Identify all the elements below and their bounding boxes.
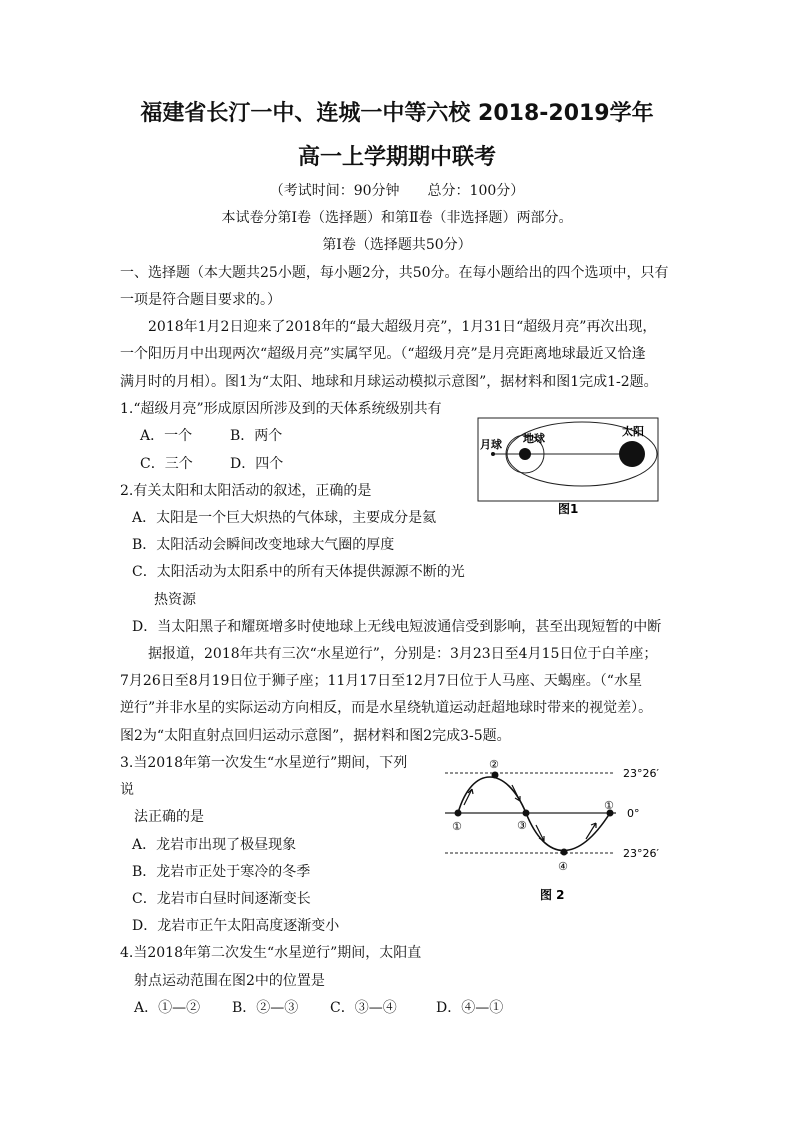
q3-stem-cont1: 说 [120, 782, 134, 798]
exam-info: （考试时间：90分钟 总分：100分） [269, 183, 525, 199]
section-instruction-line1: 一、选择题（本大题共25小题，每小题2分，共50分。在每小题给出的四个选项中，只有 [120, 265, 669, 281]
earth-icon [519, 448, 531, 460]
material1-line1: 2018年1月2日迎来了2018年的“最大超级月亮”，1月31日“超级月亮”再次出现， [148, 319, 657, 335]
q3-stem: 3.当2018年第一次发生“水星逆行”期间，下列 [120, 755, 408, 771]
figure1-sun-earth-moon-diagram [470, 412, 670, 520]
q1-option-c: C．三个 [140, 456, 193, 472]
earth-label: 地球 [523, 432, 545, 445]
q1-stem: 1.“超级月亮”形成原因所涉及到的天体系统级别共有 [120, 401, 442, 417]
q4-stem-cont: 射点运动范围在图2中的位置是 [134, 973, 325, 989]
q4-option-c: C．③—④ [330, 1000, 397, 1016]
figure2-subsolar-point-diagram [440, 755, 700, 910]
q2-option-b: B．太阳活动会瞬间改变地球大气圈的厚度 [132, 537, 395, 553]
figure2-caption: 图 2 [540, 888, 565, 902]
point-2-dot [492, 772, 499, 779]
material1-line2: 一个阳历月中出现两次“超级月亮”实属罕见。（“超级月亮”是月亮距离地球最近又恰逢 [120, 346, 646, 362]
section-instruction-line2: 一项是符合题目要求的。） [120, 292, 281, 308]
q3-option-a: A．龙岩市出现了极昼现象 [132, 837, 297, 853]
figure1-caption: 图1 [558, 502, 579, 516]
point-4-label: ④ [558, 860, 568, 873]
q1-option-d: D．四个 [230, 456, 284, 472]
q2-option-d: D．当太阳黑子和耀斑增多时使地球上无线电短波通信受到影响，甚至出现短暂的中断 [132, 619, 662, 635]
paper-structure: 本试卷分第Ⅰ卷（选择题）和第Ⅱ卷（非选择题）两部分。 [221, 210, 573, 226]
material2-line4: 图2为“太阳直射点回归运动示意图”，据材料和图2完成3-5题。 [120, 728, 511, 744]
subsolar-path [458, 777, 610, 851]
material1-line3: 满月时的月相）。图1为“太阳、地球和月球运动模拟示意图”，据材料和图1完成1-2题。 [120, 374, 658, 390]
q1-option-b: B．两个 [230, 428, 283, 444]
point-3-label: ③ [517, 819, 527, 832]
material2-line3: 逆行”并非水星的实际运动方向相反，而是水星绕轨道运动赶超地球时带来的视觉差）。 [120, 700, 653, 716]
point-1-label: ① [452, 820, 462, 833]
moon-label: 月球 [480, 438, 502, 451]
q4-stem: 4.当2018年第二次发生“水星逆行”期间，太阳直 [120, 945, 422, 961]
q4-option-d: D．④—① [436, 1000, 504, 1016]
material2-line1: 据报道，2018年共有三次“水星逆行”，分别是：3月23日至4月15日位于白羊座； [148, 646, 658, 662]
part1-heading: 第Ⅰ卷（选择题共50分） [322, 237, 472, 253]
q3-option-d: D．龙岩市正午太阳高度逐渐变小 [132, 918, 340, 934]
q2-option-a: A．太阳是一个巨大炽热的气体球，主要成分是氦 [132, 510, 437, 526]
point-3-dot [523, 810, 530, 817]
q3-stem-cont2: 法正确的是 [134, 809, 204, 825]
point-5-label: ① [604, 799, 614, 812]
point-2-label: ② [489, 758, 499, 771]
point-1-dot [455, 810, 462, 817]
arrow-1-icon [464, 789, 473, 805]
material2-line2: 7月26日至8月19日位于狮子座；11月17日至12月7日位于人马座、天蝎座。（“水星 [120, 673, 642, 689]
lat-mid-label: 0° [627, 807, 640, 820]
arrow-2-icon [512, 785, 520, 801]
lat-top-label: 23°26′ [623, 767, 659, 780]
lat-bottom-label: 23°26′ [623, 847, 659, 860]
q3-option-b: B．龙岩市正处于寒冷的冬季 [132, 864, 311, 880]
q4-option-a: A．①—② [134, 1000, 201, 1016]
point-4-dot [561, 849, 568, 856]
q2-option-c-cont: 热资源 [154, 592, 196, 608]
exam-title-line2: 高一上学期期中联考 [297, 145, 496, 170]
sun-icon [619, 441, 645, 467]
moon-icon [491, 452, 495, 456]
q2-stem: 2.有关太阳和太阳活动的叙述，正确的是 [120, 483, 372, 499]
q4-option-b: B．②—③ [232, 1000, 299, 1016]
exam-title-line1: 福建省长汀一中、连城一中等六校 2018-2019学年 [140, 101, 654, 126]
q2-option-c: C．太阳活动为太阳系中的所有天体提供源源不断的光 [132, 564, 465, 580]
sun-label: 太阳 [622, 425, 644, 438]
q1-option-a: A．一个 [140, 428, 193, 444]
q3-option-c: C．龙岩市白昼时间逐渐变长 [132, 891, 311, 907]
